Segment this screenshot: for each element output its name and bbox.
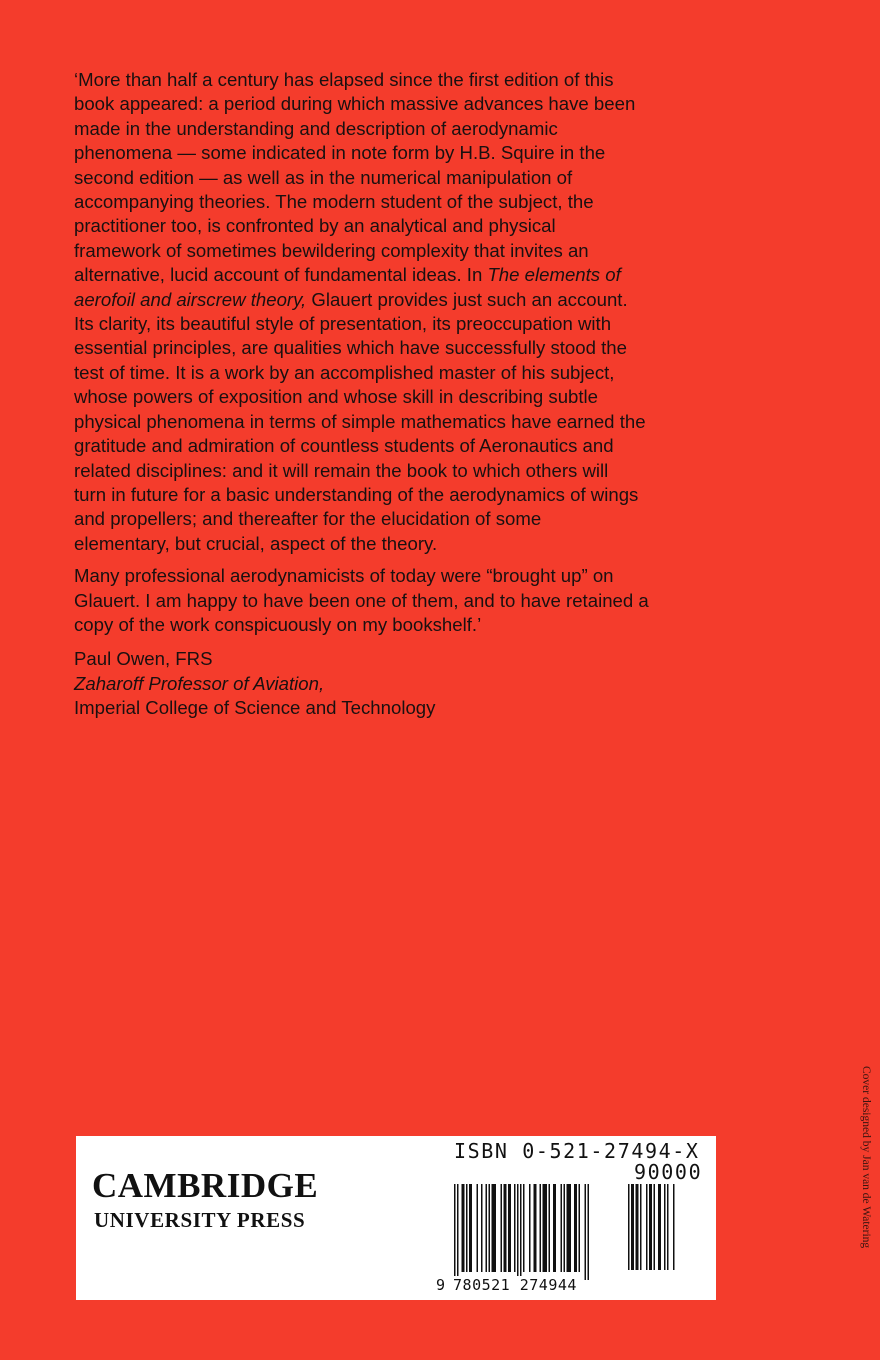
barcode-bar <box>489 1184 491 1272</box>
barcode-bar <box>574 1184 577 1272</box>
barcode-bar <box>549 1184 551 1272</box>
text-line: physical phenomena in terms of simple mathematics have earned the <box>74 410 646 432</box>
ean-first-digit: 9 <box>436 1276 446 1294</box>
text-line: elementary, but crucial, aspect of the theory. <box>74 532 438 554</box>
barcode-bar <box>640 1184 642 1270</box>
text-line: second edition — as well as in the numerical manipulation of <box>74 166 573 188</box>
barcode-bar <box>561 1184 563 1272</box>
text-fragment: Glauert provides just such an account. <box>306 288 628 310</box>
text-line: turn in future for a basic understanding of the aerodynamics of wings <box>74 483 639 505</box>
barcode-bar <box>534 1184 537 1272</box>
ean-digits: 780521 274944 <box>453 1276 577 1294</box>
barcode-bar <box>504 1184 507 1272</box>
ean-number <box>436 1276 579 1294</box>
barcode-bar <box>646 1184 648 1270</box>
barcode-bar <box>523 1184 525 1272</box>
barcode-bar <box>664 1184 666 1270</box>
attribution-name: Paul Owen, FRS <box>74 648 213 670</box>
barcode-bar <box>553 1184 556 1272</box>
text-line: framework of sometimes bewildering complexity that invites an <box>74 239 589 261</box>
text-line: phenomena — some indicated in note form by H.B. Squire in the <box>74 142 606 164</box>
barcode-bar <box>492 1184 497 1272</box>
barcode-bar <box>529 1184 531 1272</box>
barcode-bar <box>543 1184 548 1272</box>
barcode-bar <box>469 1184 472 1272</box>
attribution-title: Zaharoff Professor of Aviation, <box>74 672 325 694</box>
text-line: and propellers; and thereafter for the elucidation of some <box>74 508 542 530</box>
text-line: Glauert. I am happy to have been one of them, and to have retained a <box>74 589 649 611</box>
barcode-bar <box>454 1184 456 1280</box>
barcode-bar <box>540 1184 542 1272</box>
price-code: 90000 <box>634 1160 703 1184</box>
book-title-part-2: aerofoil and airscrew theory, <box>74 288 307 310</box>
text-line: Many professional aerodynamicists of today were “brought up” on <box>74 565 614 587</box>
text-line <box>74 263 720 287</box>
barcode-bar <box>673 1184 675 1270</box>
barcode-bar <box>466 1184 468 1272</box>
barcode-bar <box>658 1184 661 1270</box>
text-line: made in the understanding and description of aerodynamic <box>74 117 558 139</box>
barcode-bar <box>567 1184 572 1272</box>
barcode-bar <box>457 1184 459 1280</box>
barcode-bar <box>636 1184 639 1270</box>
barcode-bar <box>514 1184 516 1272</box>
barcode-bar <box>585 1184 587 1280</box>
barcode-bar <box>654 1184 656 1270</box>
barcode-bar <box>631 1184 634 1270</box>
text-line: whose powers of exposition and whose skill in describing subtle <box>74 386 599 408</box>
publisher-logo-press: UNIVERSITY PRESS <box>94 1208 306 1232</box>
attribution-institution: Imperial College of Science and Technology <box>74 697 436 719</box>
blurb-text <box>74 68 720 721</box>
book-title-part-1: The elements of <box>487 264 621 286</box>
text-line: gratitude and admiration of countless students of Aeronautics and <box>74 435 614 457</box>
text-line: Its clarity, its beautiful style of presentation, its preoccupation with <box>74 313 612 335</box>
barcode-bar <box>564 1184 566 1272</box>
barcode-bar <box>520 1184 522 1280</box>
barcode-bar <box>462 1184 465 1272</box>
isbn-label: ISBN 0-521-27494-X <box>454 1139 700 1163</box>
blurb-paragraph-2 <box>74 564 720 637</box>
barcode-bar <box>588 1184 590 1280</box>
barcode-bar <box>649 1184 652 1270</box>
text-fragment: alternative, lucid account of fundamental ideas. In <box>74 264 488 286</box>
text-line: essential principles, are qualities which have successfully stood the <box>74 337 627 359</box>
cover-credit: Cover designed by Jan van de Watering <box>860 1066 872 1249</box>
text-line: ‘More than half a century has elapsed since the first edition of this <box>74 69 614 90</box>
ean-barcode <box>454 1184 620 1282</box>
publisher-logo-name: CAMBRIDGE <box>92 1166 319 1205</box>
blurb-paragraph-1 <box>74 68 720 556</box>
barcode-bar <box>508 1184 511 1272</box>
barcode-bar <box>481 1184 483 1272</box>
barcode-bar <box>667 1184 669 1270</box>
barcode-bar <box>486 1184 488 1272</box>
text-line: accompanying theories. The modern student of the subject, the <box>74 191 594 213</box>
barcode-bar <box>579 1184 581 1272</box>
barcode-bar <box>477 1184 479 1272</box>
barcode-bar <box>628 1184 630 1270</box>
text-line: copy of the work conspicuously on my bookshelf.’ <box>74 613 482 635</box>
price-barcode <box>628 1184 686 1282</box>
text-line: book appeared: a period during which massive advances have been <box>74 93 636 115</box>
imprint-box <box>76 1136 716 1300</box>
text-line: practitioner too, is confronted by an analytical and physical <box>74 215 556 237</box>
attribution <box>74 647 720 720</box>
text-line: related disciplines: and it will remain the book to which others will <box>74 459 609 481</box>
text-line <box>74 288 720 312</box>
barcode-bar <box>517 1184 519 1280</box>
barcode-bar <box>501 1184 503 1272</box>
text-line: test of time. It is a work by an accomplished master of his subject, <box>74 361 615 383</box>
